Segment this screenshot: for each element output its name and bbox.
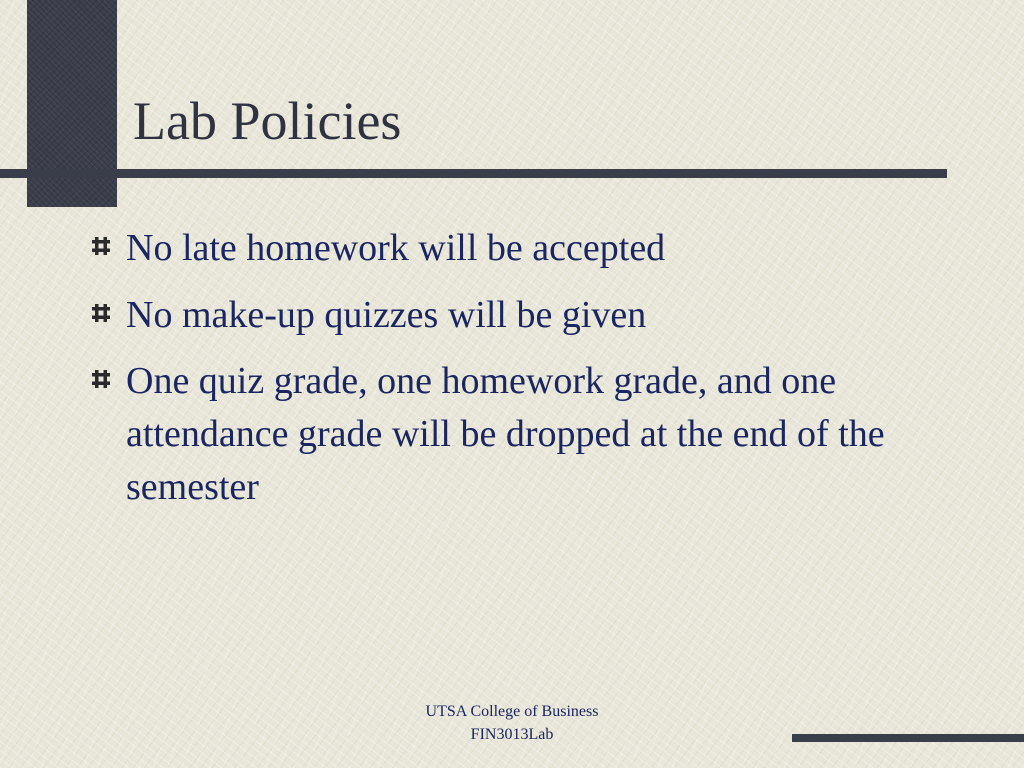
bullet-text: No make-up quizzes will be given [126,294,647,336]
footer-decorative-rule [792,734,1024,742]
footer-line-course: FIN3013Lab [470,726,554,743]
hash-bullet-icon [90,235,112,257]
hash-bullet-icon [90,368,112,390]
slide-footer [362,700,662,746]
slide-title: Lab Policies [133,91,402,151]
bullet-text: One quiz grade, one homework grade, and one attendance grade will be dropped at the end of the semester [126,360,885,508]
footer-line-institution: UTSA College of Business [425,703,599,720]
hash-bullet-icon [90,302,112,324]
title-divider-rule [0,169,947,178]
bullet-text: No late homework will be accepted [126,227,666,269]
